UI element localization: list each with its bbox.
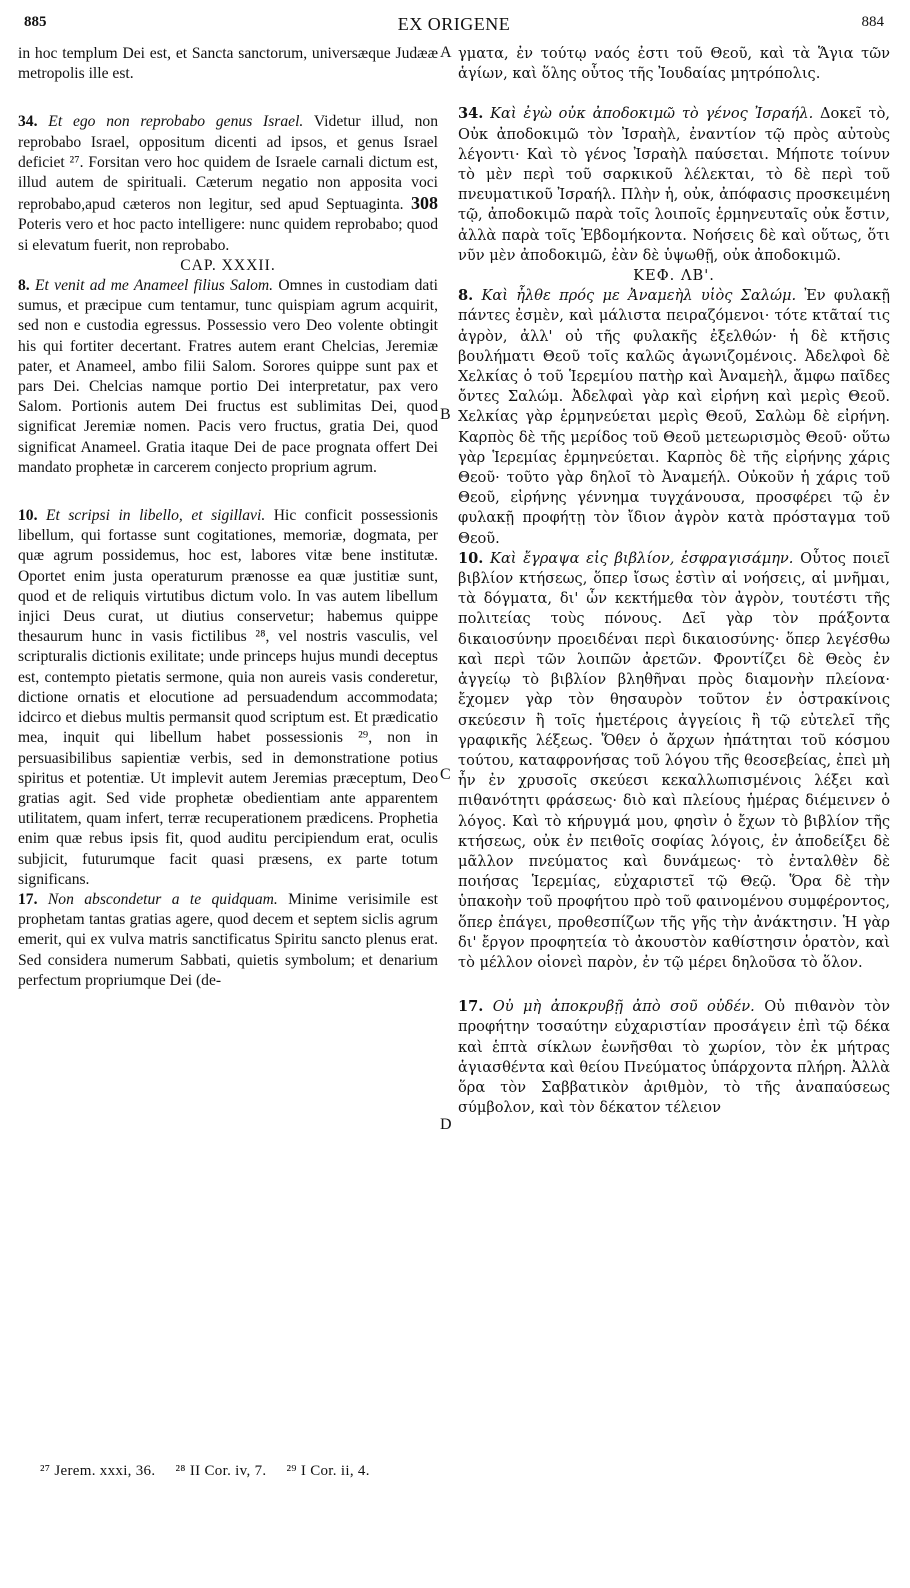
- verse-number: 8.: [458, 287, 474, 305]
- greek-column: [458, 44, 890, 1118]
- greek-para-intro: γματα, ἐν τούτῳ ναός ἐστι τοῦ Θεοῦ, καὶ τὰ Ἅγια τῶν ἁγίων, καὶ ὅλης οὗτος τῆς Ἰουδαίας μητρόπολις.: [458, 45, 890, 83]
- column-number-marker: 308: [411, 193, 438, 214]
- greek-lemma: Καὶ ἐγὼ οὐκ ἀποδοκιμῶ τὸ γένος Ἰσραήλ.: [490, 105, 814, 123]
- verse-number: 17.: [458, 998, 484, 1016]
- verse-number: 17.: [18, 890, 38, 908]
- greek-para-34: [458, 104, 890, 266]
- latin-lemma: Et ego non reprobabo genus Israel.: [48, 113, 304, 131]
- latin-lemma: Et venit ad me Anameel filius Salom.: [35, 277, 274, 295]
- greek-para-8: [458, 286, 890, 549]
- latin-para-8: [18, 276, 438, 478]
- chapter-heading: CAP. XXXII.: [180, 256, 276, 274]
- margin-letter-a: A: [440, 44, 452, 61]
- latin-text: Minime verisimile est prophetam tantas gratias agere, quod decem et septem siclis agrum emerit, qui ex vulva matris sanctificatus Spiritu sancto plenus erat. Sed considera numerum Sabbati, quietis symbolum; et denarium perfectum propriumque Dei (de-: [18, 890, 438, 989]
- footnote: ²⁷ Jerem. xxxi, 36.: [40, 1463, 156, 1479]
- greek-text: Δοκεῖ τὸ, Οὐκ ἀποδοκιμῶ τὸν Ἰσραὴλ, ἐναντίον τῷ πρὸς αὐτοὺς λέγοντι· Καὶ τὸ γένος Ἰσραὴλ παύσεται. Μήποτε τοίνυν τὸ μὲν περὶ τοῦ σαρκικοῦ λέλεκται, τὸ δὲ περὶ τοῦ πνευματικοῦ Ἰσραήλ. Πλὴν ἡ, οὐκ, ἀπόφασις προσκειμένη τῷ, ἀποδοκιμῶ παρὰ τοῖς λοιποῖς ἑρμηνευταῖς οὐκ ἔστιν, ἀλλὰ παρὰ τοῖς Ἑβδομήκοντα. Νοήσεις δὲ καὶ οὕτως, ὅτι νῦν μὲν ἀποδοκιμῶ, ἐὰν δὲ ὑψωθῇ, οὐκ ἀποδοκιμῶ.: [458, 105, 891, 264]
- latin-para-intro: in hoc templum Dei est, et Sancta sanctorum, universæque Judææ metropolis ille est.: [18, 45, 438, 83]
- greek-chapter-heading: ΚΕΦ. ΛΒ'.: [633, 267, 715, 285]
- greek-text: Οὗτος ποιεῖ βιβλίον κτήσεως, ὅπερ ἴσως ἐστὶν αἱ νοήσεις, αἱ μνῆμαι, τὰ δόγματα, δι' ὧν κεκτήμεθα τὸν ἀγρὸν, τουτέστι τῆς πολιτείας τοὺς πόνους. Δεῖ γὰρ τὸν πράξοντα δικαιοσύνην προειδέναι περὶ δικαιοσύνης· ὅπερ λεγέσθω καὶ περὶ τῶν λοιπῶν ἀρετῶν. Φροντίζει δὲ Θεὸς ἐν ἀγγείῳ τὸ βιβλίον βληθῆναι πρὸς διαμονὴν πλείονα· ἔχομεν γὰρ τὸν θησαυρὸν τοῦτον ἐν ὀστρακίνοις σκεύεσιν ἢ τοῖς ἡμετέροις ἀγγείοις ἢ τῷ εὐτελεῖ τῆς γραφικῆς λέξεως. Ὅθεν ὁ ἄρχων ἠπάτηται τοῦ κόσμου τούτου, καταφρονήσας τοῦ λόγου τῆς θεοσεβείας, ἐπεὶ μὴ ἦν ἐν χρυσοῖς σκεύεσι κεκαλλωπισμένοις λέξει καὶ πιθανότητι φράσεως· διὸ καὶ πλείους ἡμέρας διέμεινεν ὁ λόγος. Καὶ τὸ κήρυγμά μου, φησὶν ὁ ἔχων τὸ βιβλίον τῆς κτήσεως, οὐκ ἐν πειθοῖς σοφίας λόγοις, ἐν ἀποδείξει δὲ μᾶλλον πνεύματος καὶ δυνάμεως· τὸ ἐνταλθὲν δὲ ποιήσας Ἱερεμίας, εὐχαριστεῖ τῷ Θεῷ. Ὅρα δὲ τὴν ὑπακοὴν τοῦ προφήτου πρὸ τοῦ φαινομένου συμφέροντος, ὅπερ ἐπάγει, προθεσπίζων τῆς γῆς τὴν ἀνάκτησιν. Ἡ γὰρ δι' ἔργον προφητεία τὸ ἀκουστὸν καθίστησιν ὁρατὸν, καὶ τὸ μέλλον οἱονεὶ παρὸν, ἐν τῷ μέρει δηλοῦσα τὸ ὅλον.: [458, 549, 891, 971]
- margin-letter-d: D: [440, 1116, 452, 1133]
- latin-lemma: Et scripsi in libello, et sigillavi.: [46, 507, 266, 525]
- latin-para-34: [18, 112, 438, 255]
- greek-para-17: [458, 997, 890, 1118]
- footnote: ²⁹ I Cor. ii, 4.: [286, 1463, 370, 1479]
- latin-text: Hic conficit possessionis libellum, qui fortasse sunt cogitationes, memoriæ, dogmata, per quæ agrum possidemus, hoc est, labores vitæ bene institutæ. Oportet enim justa operaturum prænosse ea quæ justitiæ sunt, quod et de reliquis virtutibus dictum volo. In vas autem libellum injici Deus curat, ut diutius conservetur; habemus quippe thesaurum hunc in vasis fictilibus ²⁸, vel nostris vasculis, vel scripturalis dictionis exilitate; unde princeps hujus mundi deceptus est, contempto pietatis sermone, quia non aureis vasis conderetur, dictione ornatis et elocutione ad persuadendum accommodata; idcirco et diebus multis permansit quod scriptum est. Et prædicatio mea, inquit qui libellum habet possessionis ²⁹, non in persuasibilibus sapientiæ verbis, sed in demonstratione potius spiritus et potentiæ. Ut implevit autem Jeremias præceptum, Deo gratias agit. Sed vide prophetæ obedientiam ante apparentem utilitatem, quam infert, terræ recuperationem prædicens. Prophetia enim quæ rebus ipsis fit, quod auditu percipiendum erat, oculis subjicit, futurumque facit quasi præsens, ex parte totum significans.: [18, 507, 438, 888]
- verse-number: 10.: [18, 507, 38, 525]
- greek-para-10: [458, 549, 890, 973]
- left-page-number: 885: [24, 14, 47, 30]
- latin-para-10: [18, 506, 438, 890]
- latin-column: [18, 44, 438, 991]
- greek-text: Ἐν φυλακῇ πάντες ἐσμὲν, καὶ μάλιστα πειραζόμενοι· τότε κτᾶταί τις ἀγρὸν, ἀλλ' οὐ τῆς φυλακῆς ἐξελθών· ἡ δὲ κτῆσις βουλήματι Θεοῦ τοῖς καλῶς ἀγωνιζομένοις. Ἀδελφοὶ δὲ Χελκίας ὁ τοῦ Ἱερεμίου πατὴρ καὶ Ἀναμεὴλ, ἄμφω παῖδες ὄντες Σαλώμ. Ἀδελφαὶ γὰρ καὶ εἰρήνη καὶ μερὶς Θεοῦ. Χελκίας γὰρ ἑρμηνεύεται μερὶς Θεοῦ, Σαλὼμ δὲ εἰρήνη. Καρπὸς δὲ τῆς μερίδος τοῦ Θεοῦ μετεωρισμὸς Θεοῦ· οὕτω γὰρ Ἱερεμίας ἑρμηνεύεται. Καρπὸς δὲ τῆς εἰρήνης χάρις Θεοῦ· τοῦτο γὰρ δηλοῖ τὸ Ἀναμεήλ. Οὐκοῦν ἡ χάρις τοῦ Θεοῦ, εἰρήνης γέννημα τυγχάνουσα, προσφέρει τῷ ἐν φυλακῇ προφήτῃ τὸν ἴδιον ἀγρὸν κατὰ πρόσταγμα τοῦ Θεοῦ.: [458, 287, 890, 547]
- running-title: EX ORIGENE: [397, 14, 511, 34]
- latin-text: Poteris vero et hoc pacto intelligere: nunc quidem reprobabo; quod si elevatum fuerit, non reprobabo.: [18, 216, 438, 254]
- latin-para-17: [18, 890, 438, 991]
- verse-number: 34.: [458, 105, 484, 123]
- latin-lemma: Non abscondetur a te quidquam.: [47, 890, 278, 908]
- greek-text: Οὐ πιθανὸν τὸν προφήτην τοσαύτην εὐχαριστίαν προσάγειν ἐπὶ τῷ δέκα καὶ ἑπτὰ σίκλων ἐωνῆσθαι τὸ χωρίον, τὸν ἐκ μήτρας ἁγιασθέντα καὶ θείου Πνεύματος ὑπάρχοντα πλήρη. Ἀλλὰ ὅρα τὸν Σαββατικὸν ἀριθμὸν, τὸ τῆς ἀναπαύσεως σύμβολον, καὶ τὸν δέκατον τέλειον: [458, 998, 891, 1117]
- latin-text: Omnes in custodiam dati sumus, et præcipue cum tentamur, tunc quispiam agrum acquirit, sed non e custodia egressus. Possessio vero Deo volente obtingit his qui fortiter decertant. Fratres autem erant Chelcias, Jeremiæ pater, et Anameel, ambo filii Salom. Sorores quippe sunt pax et pars Dei. Chelcias namque portio Dei interpretatur, pax vero Salom. Portionis autem Dei fructus est sublimitas Dei, quod significat Jeremiæ nomen. Pacis vero fructus, gratia Dei, quod significat Anameel. Gratia itaque Dei de pace prognata offert Dei mandato prophetæ in carcerem conjecto proprium agrum.: [18, 277, 439, 476]
- verse-number: 10.: [458, 549, 484, 567]
- greek-lemma: Οὐ μὴ ἀποκρυβῇ ἀπὸ σοῦ οὐδέν.: [492, 998, 755, 1016]
- footnote: ²⁸ II Cor. iv, 7.: [175, 1463, 267, 1479]
- margin-letter-b: B: [440, 406, 451, 423]
- greek-lemma: Καὶ ἦλθε πρός με Ἀναμεὴλ υἱὸς Σαλώμ.: [481, 287, 797, 305]
- greek-lemma: Καὶ ἔγραψα εἰς βιβλίον, ἐσφραγισάμην.: [490, 549, 794, 567]
- right-page-number: 884: [861, 14, 884, 30]
- footnotes: [40, 1463, 740, 1480]
- latin-text: Videtur illud, non reprobabo Israel, oppositum dicenti ad ipsos, et genus Israel deficiet ²⁷. Forsitan vero hoc quidem de Israele carnali dictum est, illud autem de spirituali. Cæterum negatio non apposita voci reprobabo,apud cæteros non legitur, sed apud Septuaginta.: [18, 113, 439, 214]
- page-header: [24, 14, 884, 38]
- verse-number: 8.: [18, 277, 30, 295]
- verse-number: 34.: [18, 113, 38, 131]
- margin-letter-c: C: [440, 766, 451, 783]
